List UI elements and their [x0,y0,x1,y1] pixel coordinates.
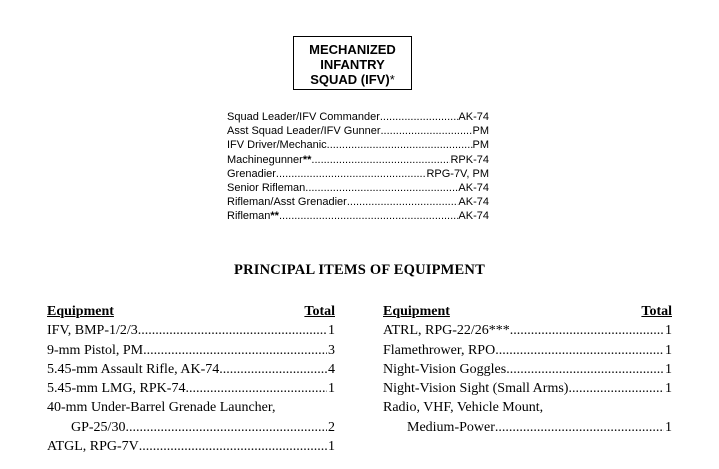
equipment-row [383,360,672,379]
roster-role: Rifleman** [227,210,279,223]
roster-role: Senior Rifleman [227,182,306,195]
equipment-item: Night-Vision Goggles [383,361,507,377]
leader-dots [327,138,473,152]
leader-dots [143,341,327,360]
equipment-total: 1 [665,381,672,397]
equipment-row [383,341,672,360]
equipment-row [47,360,335,379]
roster-role: Asst Squad Leader/IFV Gunner [227,125,381,138]
roster-row [227,124,489,138]
equipment-item: 9-mm Pistol, PM [47,342,144,358]
roster-row [227,181,489,195]
leader-dots [185,379,327,398]
leader-dots [506,360,664,379]
equipment-item: IFV, BMP-1/2/3 [47,323,138,339]
equipment-item: ATRL, RPG-22/26*** [383,323,510,339]
leader-dots [305,181,458,195]
title-line-2: INFANTRY [320,57,385,72]
equipment-row [47,437,335,456]
equipment-item-first-line: 40-mm Under-Barrel Grenade Launcher, [47,400,276,416]
equipment-total: 4 [328,361,335,377]
equipment-header: Equipment [47,304,114,319]
equipment-item-first-line: Radio, VHF, Vehicle Mount, [383,400,544,416]
leader-dots [311,153,450,167]
equipment-row [383,321,672,340]
equipment-row [47,379,335,398]
roster-weapon: AK-74 [458,196,489,209]
leader-dots [125,418,327,437]
equipment-column-left [47,302,335,456]
equipment-total: 3 [328,342,335,358]
equipment-item-continued: GP-25/30 [71,419,126,435]
leader-dots [510,321,664,340]
equipment-total: 1 [328,439,335,455]
roster-row [227,153,489,167]
roster-role: Rifleman/Asst Grenadier [227,196,347,209]
roster-weapon: AK-74 [458,182,489,195]
roster-row [227,167,489,181]
equipment-total: 1 [328,323,335,339]
roster-weapon: RPG-7V, PM [426,167,489,180]
total-header: Total [641,304,672,319]
equipment-total: 1 [665,323,672,339]
equipment-total: 1 [328,381,335,397]
equipment-total: 1 [665,361,672,377]
leader-dots [276,167,427,181]
roster-role: IFV Driver/Mechanic [227,139,327,152]
equipment-header: Equipment [383,304,450,319]
leader-dots [495,418,664,437]
column-header [383,302,672,321]
roster-row [227,195,489,209]
leader-dots [380,124,472,138]
equipment-column-right [383,302,672,437]
leader-dots [380,110,459,124]
title-line-3 [294,72,411,87]
title-footnote-mark: * [389,72,395,87]
equipment-item: ATGL, RPG-7V [47,439,139,455]
leader-dots [568,379,664,398]
equipment-item: Flamethrower, RPO [383,342,496,358]
roster-weapon: RPK-74 [450,153,489,166]
equipment-row [47,341,335,360]
title-line-3-text: SQUAD (IFV) [310,72,390,87]
leader-dots [279,209,458,223]
leader-dots [495,341,664,360]
roster-role: Machinegunner** [227,153,312,166]
equipment-heading: PRINCIPAL ITEMS OF EQUIPMENT [234,262,485,278]
equipment-item-continued: Medium-Power [407,419,495,435]
equipment-row [47,418,335,437]
roster-role: Grenadier [227,167,276,180]
roster-weapon: PM [472,139,489,152]
leader-dots [219,360,327,379]
leader-dots [138,321,327,340]
equipment-total: 1 [665,342,672,358]
equipment-row [383,418,672,437]
equipment-row [47,321,335,340]
equipment-item: Night-Vision Sight (Small Arms) [383,381,569,397]
equipment-item: 5.45-mm Assault Rifle, AK-74 [47,361,220,377]
total-header: Total [304,304,335,319]
leader-dots [139,437,327,456]
equipment-total: 2 [328,419,335,435]
leader-dots [347,195,459,209]
roster-row [227,209,489,223]
roster-weapon: PM [472,125,489,138]
equipment-total: 1 [665,419,672,435]
squad-roster [227,110,489,224]
roster-row [227,110,489,124]
column-header [47,302,335,321]
equipment-item: 5.45-mm LMG, RPK-74 [47,381,186,397]
equipment-row [383,379,672,398]
roster-weapon: AK-74 [458,111,489,123]
title-line-1: MECHANIZED [309,42,396,57]
roster-row [227,138,489,152]
roster-role: Squad Leader/IFV Commander [227,111,380,123]
squad-title-box [293,36,412,90]
roster-weapon: AK-74 [458,210,489,223]
